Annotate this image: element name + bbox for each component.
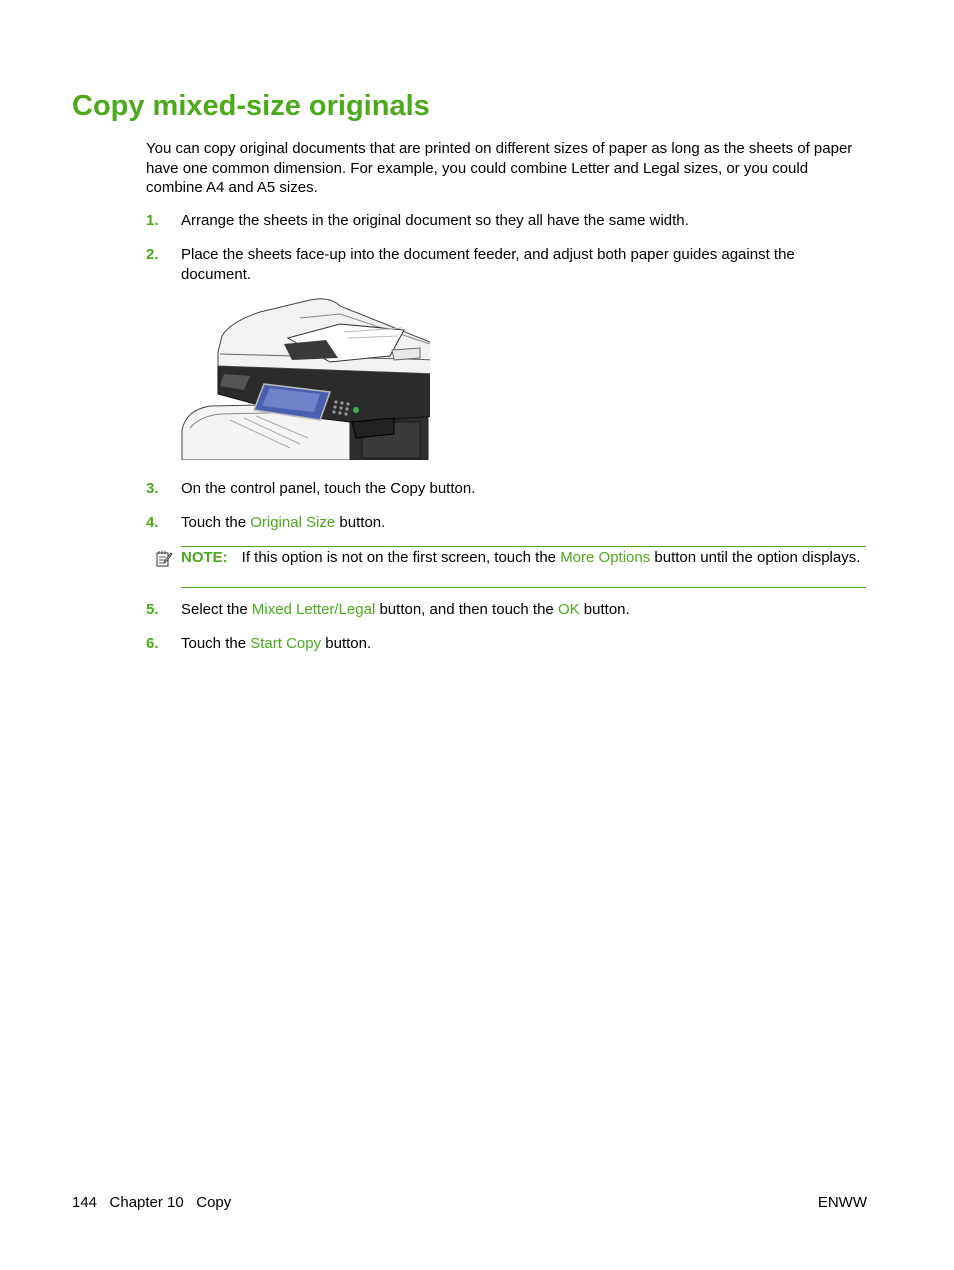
step-text: Arrange the sheets in the original document so they all have the same width. [181,212,689,229]
step-text [181,634,866,654]
original-size-button-ref: Original Size [250,514,336,531]
note-label: NOTE: [181,549,228,566]
step-text-middle: button, and then touch the [375,601,558,618]
note-text [181,548,866,568]
step-text: On the control panel, touch the Copy button. [181,480,476,497]
step-text-after: button. [335,514,386,531]
note-text-before: If this option is not on the first screen, touch the [241,549,561,566]
mixed-letter-legal-button-ref: Mixed Letter/Legal [251,601,376,618]
more-options-button-ref: More Options [560,549,651,566]
step-number: 4. [146,514,159,531]
note-pad-icon [155,550,173,568]
step-text-after: button. [579,601,630,618]
step-text-before: Select the [181,601,252,618]
step-text-before: Touch the [181,514,251,531]
step-number: 6. [146,635,159,652]
note-box [181,546,866,588]
ok-button-ref: OK [557,601,580,618]
step-number: 5. [146,601,159,618]
step-number: 1. [146,212,159,229]
step-text [181,513,866,533]
page-title: Copy mixed-size originals [72,90,430,122]
step-text-after: button. [321,635,372,652]
step-text-before: Touch the [181,635,251,652]
note-text-after: button until the option displays. [650,549,861,566]
step-text [181,600,866,620]
printer-illustration [180,298,430,460]
footer-enww: ENWW [817,1194,867,1211]
step-number: 3. [146,480,159,497]
intro-paragraph: You can copy original documents that are printed on different sizes of paper as long as the sheets of paper have one common dimension. For example, you could combine Letter and Legal sizes, or you could combine A4 and A5 sizes. [146,140,853,196]
step-text: Place the sheets face-up into the document feeder, and adjust both paper guides against the document. [181,246,795,283]
footer-page-chapter: 144 Chapter 10 Copy [72,1194,232,1211]
step-number: 2. [146,246,159,263]
start-copy-button-ref: Start Copy [250,635,322,652]
